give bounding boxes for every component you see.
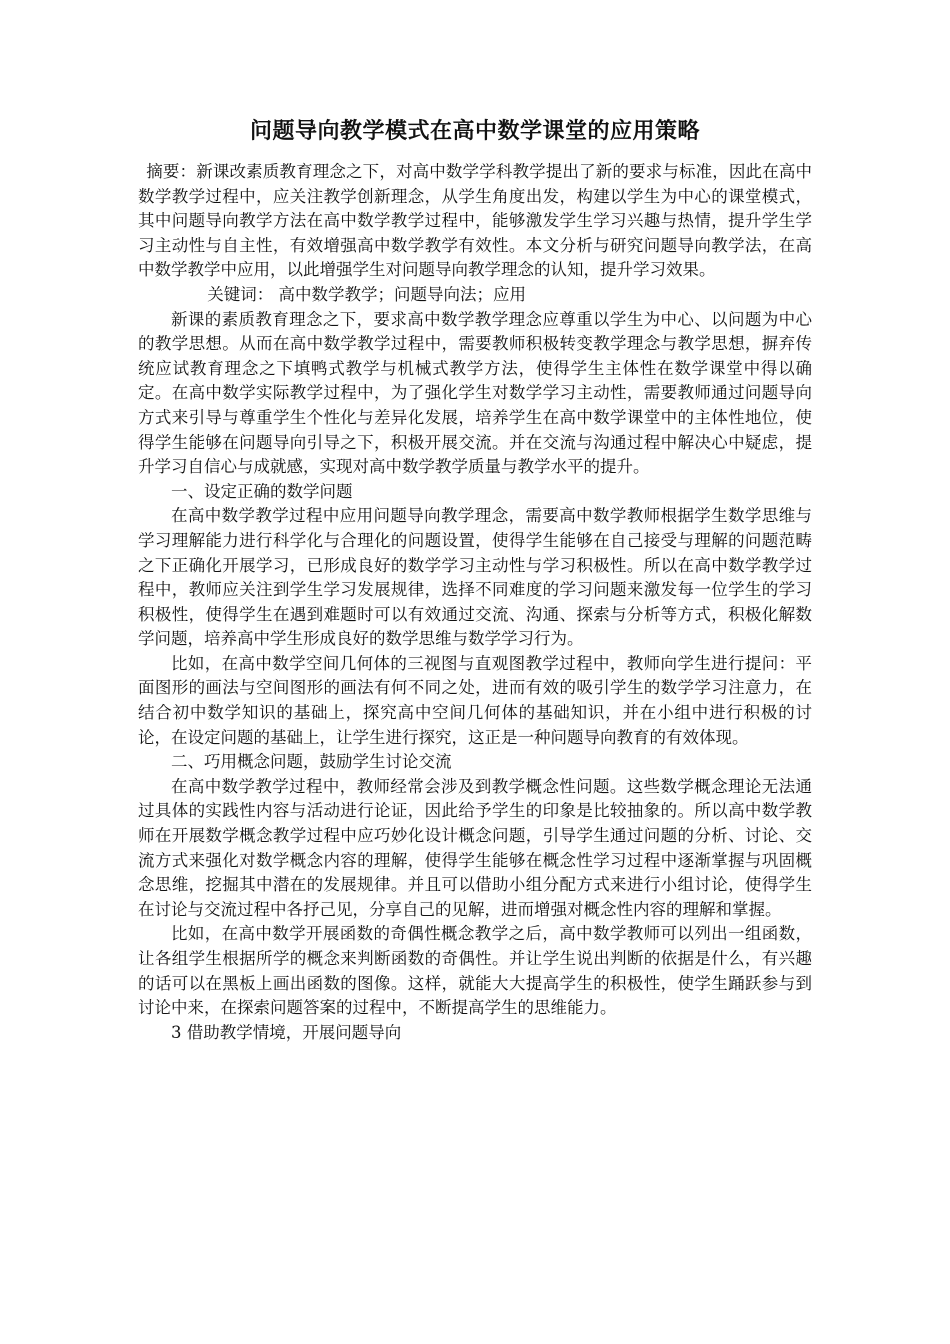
- document-title: 问题导向教学模式在高中数学课堂的应用策略: [249, 119, 700, 144]
- body-paragraph: 比如，在高中数学开展函数的奇偶性概念教学之后，高中数学教师可以列出一组函数，让各组学生根据所学的概念来判断函数的奇偶性。并让学生说出判断的依据是什么，有兴趣的话可以在黑板上画出函数的图像。这样，就能大大提高学生的积极性，使学生踊跃参与到讨论中来，在探索问题答案的过程中，不断提高学生的思维能力。: [138, 924, 812, 1018]
- body-paragraph: 新课的素质教育理念之下，要求高中数学教学理念应尊重以学生为中心、以问题为中心的教学思想。从而在高中数学教学过程中，需要教师积极转变教学理念与教学思想，摒弃传统应试教育理念之下填鸭式教学与机械式教学方法，使得学生主体性在数学课堂中得以确定。在高中数学实际教学过程中，为了强化学生对数学学习主动性，需要教师通过问题导向方式来引导与尊重学生个性化与差异化发展，培养学生在高中数学课堂中的主体性地位，使得学生能够在问题导向引导之下，积极开展交流。并在交流与沟通过程中解决心中疑虑，提升学习自信心与成就感，实现对高中数学教学质量与教学水平的提升。: [138, 309, 812, 477]
- section-heading: 一、设定正确的数学问题: [171, 481, 353, 501]
- abstract-paragraph: 摘要：新课改素质教育理念之下，对高中数学学科教学提出了新的要求与标准，因此在高中数学教学过程中，应关注教学创新理念，从学生角度出发，构建以学生为中心的课堂模式，其中问题导向教学方法在高中数学教学过程中，能够激发学生学习兴趣与热情，提升学生学习主动性与自主性，有效增强高中数学教学有效性。本文分析与研究问题导向教学法，在高中数学教学中应用，以此增强学生对问题导向教学理念的认知，提升学习效果。: [138, 162, 812, 280]
- body-paragraph: 比如，在高中数学空间几何体的三视图与直观图教学过程中，教师向学生进行提问：平面图形的画法与空间图形的画法有何不同之处，进而有效的吸引学生的数学学习注意力，在结合初中数学知识的基础上，探究高中空间几何体的基础知识，并在小组中进行积极的讨论，在设定问题的基础上，让学生进行探究，这正是一种问题导向教育的有效体现。: [138, 653, 812, 747]
- section-heading: 二、巧用概念问题，鼓励学生讨论交流: [171, 752, 452, 772]
- body-paragraph: 在高中数学教学过程中，教师经常会涉及到教学概念性问题。这些数学概念理论无法通过具体的实践性内容与活动进行论证，因此给予学生的印象是比较抽象的。所以高中数学教师在开展数学概念教学过程中应巧妙化设计概念问题，引导学生通过问题的分析、讨论、交流方式来强化对数学概念内容的理解，使得学生能够在概念性学习过程中逐渐掌握与巩固概念思维，挖掘其中潜在的发展规律。并且可以借助小组分配方式来进行小组讨论，使得学生在讨论与交流过程中各抒己见，分享自己的见解，进而增强对概念性内容的理解和掌握。: [138, 776, 812, 919]
- keywords-line: 关键词： 高中数学教学；问题导向法；应用: [207, 284, 527, 304]
- section-heading: 3 借助教学情境，开展问题导向: [171, 1022, 402, 1042]
- body-paragraph: 在高中数学教学过程中应用问题导向教学理念，需要高中数学教师根据学生数学思维与学习理解能力进行科学化与合理化的问题设置，使得学生能够在自己接受与理解的问题范畴之下正确化开展学习，已形成良好的数学学习主动性与学习积极性。所以在高中数学教学过程中，教师应关注到学生学习发展规律，选择不同难度的学习问题来激发每一位学生的学习积极性，使得学生在遇到难题时可以有效通过交流、沟通、探索与分析等方式，积极化解数学问题，培养高中学生形成良好的数学思维与数学学习行为。: [138, 506, 812, 649]
